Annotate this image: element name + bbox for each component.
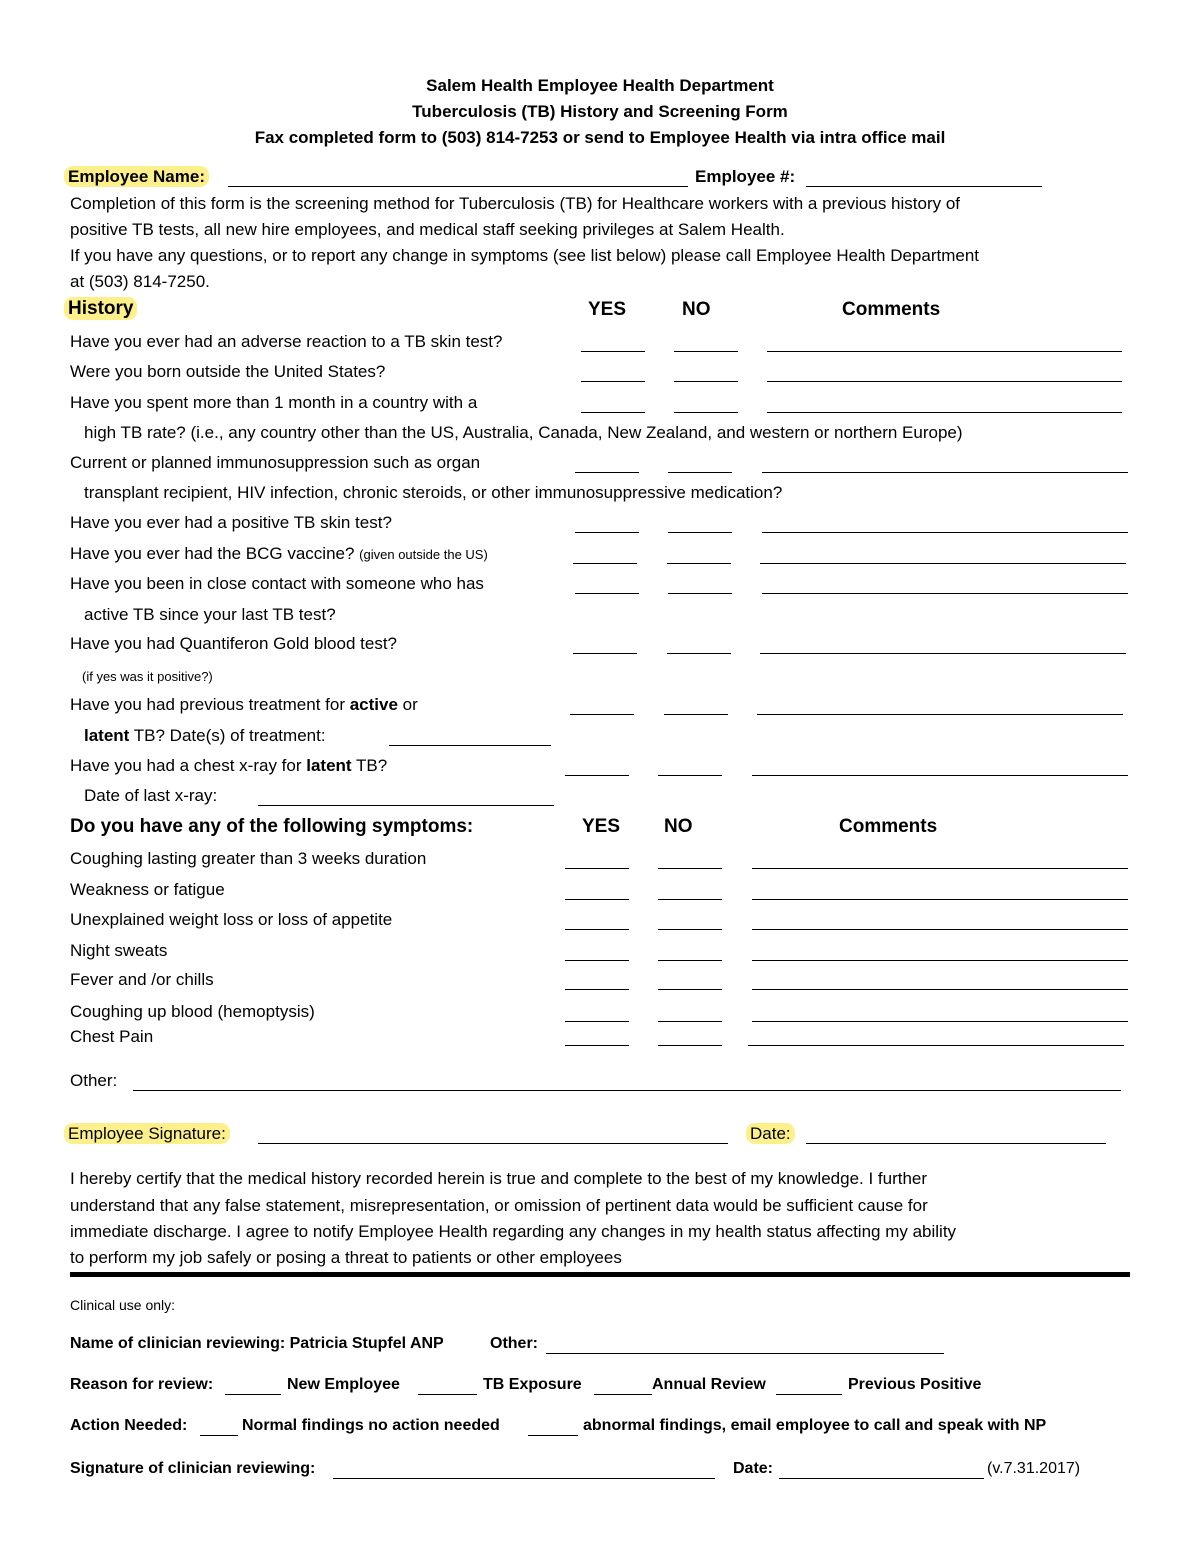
yes-field[interactable]: [565, 989, 629, 990]
yes-field[interactable]: [565, 960, 629, 961]
other-label: Other:: [70, 1071, 118, 1090]
reason-annual-review: Annual Review: [652, 1376, 766, 1393]
yes-field[interactable]: [565, 899, 629, 900]
comments-field[interactable]: [752, 899, 1128, 900]
contact-text: at (503) 814-7250.: [70, 272, 210, 291]
signature-date-label: Date:: [746, 1124, 795, 1144]
signature-date-field[interactable]: [806, 1143, 1106, 1144]
comments-field[interactable]: [760, 563, 1126, 564]
xray-date-field[interactable]: [258, 805, 554, 806]
clinician-date-field[interactable]: [779, 1478, 984, 1479]
action-abnormal: abnormal findings, email employee to call and speak with NP: [583, 1417, 1047, 1434]
contact-text: If you have any questions, or to report any change in symptoms (see list below) please call Employee Health Department: [70, 246, 980, 265]
no-field[interactable]: [658, 899, 722, 900]
symptom-item: Coughing up blood (hemoptysis): [70, 1002, 315, 1021]
no-field[interactable]: [658, 868, 722, 869]
yes-field[interactable]: [565, 868, 629, 869]
comments-field[interactable]: [767, 412, 1122, 413]
comments-field[interactable]: [757, 714, 1123, 715]
yes-field[interactable]: [565, 1045, 629, 1046]
history-question: Have you been in close contact with someone who has: [70, 574, 484, 593]
yes-field[interactable]: [575, 472, 639, 473]
reason-label: Reason for review:: [70, 1376, 214, 1393]
action-label: Action Needed:: [70, 1417, 188, 1434]
no-field[interactable]: [674, 381, 738, 382]
comments-field[interactable]: [752, 989, 1128, 990]
symptom-item: Coughing lasting greater than 3 weeks duration: [70, 849, 427, 868]
reason-previous-positive-field[interactable]: [776, 1394, 842, 1395]
history-question-note: (if yes was it positive?): [82, 669, 213, 684]
no-field[interactable]: [658, 960, 722, 961]
symptom-item: Weakness or fatigue: [70, 880, 225, 899]
yes-field[interactable]: [581, 351, 645, 352]
comments-field[interactable]: [748, 1045, 1124, 1046]
reason-tb-exposure-field[interactable]: [418, 1394, 477, 1395]
yes-field[interactable]: [573, 653, 637, 654]
action-normal-field[interactable]: [200, 1435, 238, 1436]
no-field[interactable]: [667, 563, 731, 564]
reason-previous-positive: Previous Positive: [848, 1376, 982, 1393]
reason-tb-exposure: TB Exposure: [483, 1376, 582, 1393]
employee-name-label: Employee Name:: [64, 167, 209, 187]
symptom-item: Night sweats: [70, 941, 168, 960]
yes-field[interactable]: [575, 532, 639, 533]
symptoms-section-title: Do you have any of the following symptoms:: [70, 816, 474, 837]
comments-field[interactable]: [767, 381, 1122, 382]
employee-signature-label: Employee Signature:: [64, 1124, 230, 1144]
yes-field[interactable]: [565, 1021, 629, 1022]
no-field[interactable]: [658, 929, 722, 930]
history-question: Current or planned immunosuppression such as organ: [70, 453, 481, 472]
no-field[interactable]: [674, 412, 738, 413]
yes-field[interactable]: [570, 714, 634, 715]
no-field[interactable]: [668, 532, 732, 533]
history-question-continued: active TB since your last TB test?: [84, 605, 336, 624]
section-divider: [70, 1272, 1130, 1277]
history-question: Have you spent more than 1 month in a country with a: [70, 393, 478, 412]
no-field[interactable]: [674, 351, 738, 352]
history-question: Have you ever had a positive TB skin test?: [70, 513, 392, 532]
no-field[interactable]: [658, 989, 722, 990]
reason-annual-review-field[interactable]: [594, 1394, 652, 1395]
certification-text: to perform my job safely or posing a threat to patients or other employees: [70, 1248, 622, 1267]
comments-field[interactable]: [752, 960, 1128, 961]
action-normal: Normal findings no action needed: [242, 1417, 500, 1434]
comments-field[interactable]: [752, 775, 1128, 776]
employee-number-label: Employee #:: [695, 167, 796, 186]
certification-text: immediate discharge. I agree to notify Employee Health regarding any changes in my health status affecting my ability: [70, 1222, 957, 1241]
form-org-title: Salem Health Employee Health Department: [426, 76, 774, 95]
intro-text: Completion of this form is the screening method for Tuberculosis (TB) for Healthcare workers with a previous history of: [70, 194, 961, 213]
clinician-name: Name of clinician reviewing: Patricia Stupfel ANP: [70, 1335, 444, 1352]
yes-field[interactable]: [581, 381, 645, 382]
no-field[interactable]: [668, 593, 732, 594]
employee-name-field[interactable]: [228, 186, 688, 187]
no-field[interactable]: [667, 653, 731, 654]
yes-field[interactable]: [565, 929, 629, 930]
comments-field[interactable]: [752, 868, 1128, 869]
no-field[interactable]: [658, 1021, 722, 1022]
history-question: Were you born outside the United States?: [70, 362, 386, 381]
action-abnormal-field[interactable]: [528, 1435, 578, 1436]
history-question: Have you had a chest x-ray for latent TB?: [70, 756, 388, 775]
comments-field[interactable]: [752, 929, 1128, 930]
history-comments-header: Comments: [842, 299, 941, 320]
comments-field[interactable]: [762, 532, 1128, 533]
version-label: (v.7.31.2017): [987, 1460, 1081, 1477]
history-section-title: History: [64, 298, 137, 320]
symptom-item: Unexplained weight loss or loss of appetite: [70, 910, 393, 929]
history-no-header: NO: [682, 299, 711, 320]
yes-field[interactable]: [573, 563, 637, 564]
symptoms-yes-header: YES: [582, 816, 621, 837]
history-yes-header: YES: [588, 299, 627, 320]
clinician-signature-label: Signature of clinician reviewing:: [70, 1460, 316, 1477]
form-title: Tuberculosis (TB) History and Screening Form: [412, 102, 788, 121]
employee-signature-field[interactable]: [258, 1143, 728, 1144]
clinical-use-label: Clinical use only:: [70, 1297, 176, 1313]
symptoms-no-header: NO: [664, 816, 693, 837]
yes-field[interactable]: [565, 775, 629, 776]
symptoms-comments-header: Comments: [839, 816, 938, 837]
no-field[interactable]: [664, 714, 728, 715]
history-question-continued: Date of last x-ray:: [84, 786, 218, 805]
treatment-date-field[interactable]: [389, 745, 551, 746]
history-question: Have you ever had an adverse reaction to a TB skin test?: [70, 332, 503, 351]
history-question: Have you had previous treatment for active or: [70, 695, 418, 714]
history-question-continued: latent TB? Date(s) of treatment:: [84, 726, 326, 745]
no-field[interactable]: [658, 1045, 722, 1046]
other-field[interactable]: [133, 1090, 1121, 1091]
intro-text: positive TB tests, all new hire employees, and medical staff seeking privileges at Salem Health.: [70, 220, 785, 239]
comments-field[interactable]: [752, 1021, 1128, 1022]
history-question: Have you had Quantiferon Gold blood test?: [70, 634, 397, 653]
reason-new-employee: New Employee: [287, 1376, 400, 1393]
certification-text: understand that any false statement, misrepresentation, or omission of pertinent data would be sufficient cause for: [70, 1196, 928, 1215]
comments-field[interactable]: [762, 593, 1128, 594]
clinician-other-field[interactable]: [546, 1353, 944, 1354]
comments-field[interactable]: [760, 653, 1126, 654]
comments-field[interactable]: [762, 472, 1128, 473]
symptom-item: Fever and /or chills: [70, 970, 214, 989]
clinician-other-label: Other:: [490, 1335, 538, 1352]
comments-field[interactable]: [767, 351, 1122, 352]
certification-text: I hereby certify that the medical history recorded herein is true and complete to the best of my knowledge. I further: [70, 1169, 928, 1188]
no-field[interactable]: [668, 472, 732, 473]
fax-instructions: Fax completed form to (503) 814-7253 or send to Employee Health via intra office mail: [254, 128, 946, 147]
clinician-signature-field[interactable]: [333, 1478, 715, 1479]
history-question-continued: high TB rate? (i.e., any country other than the US, Australia, Canada, New Zealand, and western or northern Europe): [84, 423, 963, 442]
employee-number-field[interactable]: [806, 186, 1042, 187]
clinician-date-label: Date:: [733, 1460, 774, 1477]
reason-new-employee-field[interactable]: [225, 1394, 281, 1395]
history-question: Have you ever had the BCG vaccine? (given outside the US): [70, 544, 488, 563]
yes-field[interactable]: [581, 412, 645, 413]
no-field[interactable]: [658, 775, 722, 776]
yes-field[interactable]: [575, 593, 639, 594]
symptom-item: Chest Pain: [70, 1027, 154, 1046]
history-question-continued: transplant recipient, HIV infection, chronic steroids, or other immunosuppressive medication?: [84, 483, 783, 502]
